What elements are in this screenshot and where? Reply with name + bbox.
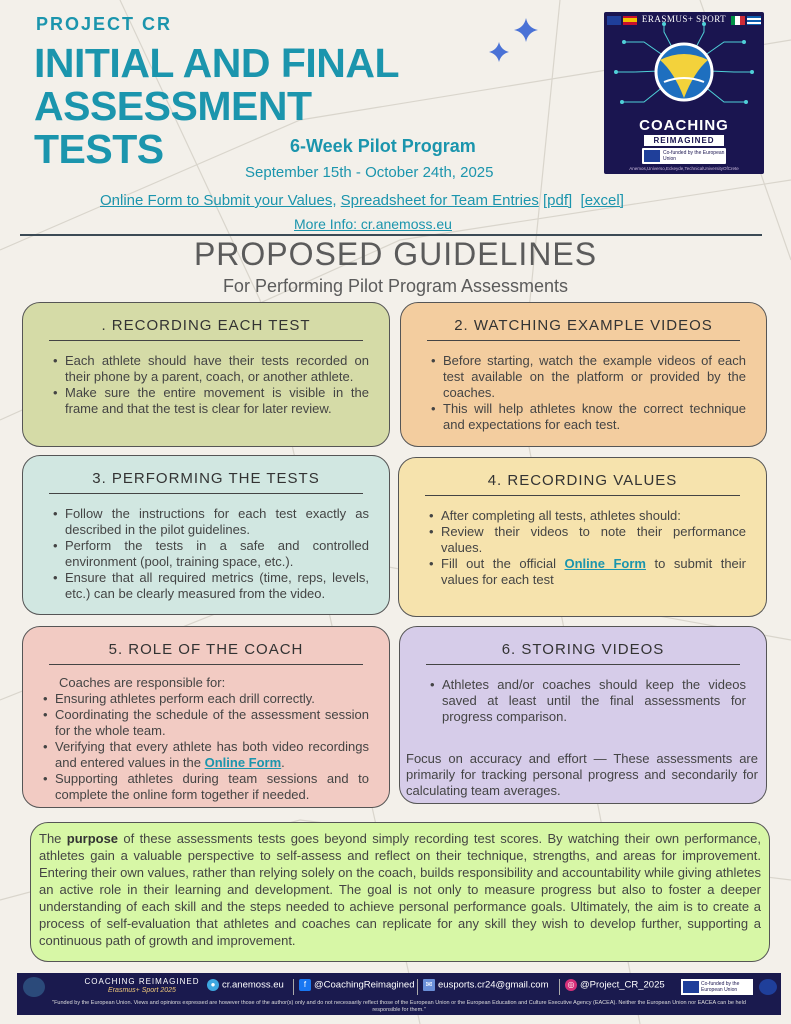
eu-stars-icon	[759, 979, 777, 995]
list-item	[429, 556, 746, 588]
sparkle-icon	[480, 14, 550, 74]
footer	[17, 973, 781, 1015]
logo-erasmus-label: ERASMUS+ SPORT	[641, 14, 727, 24]
excel-link[interactable]: [excel]	[580, 192, 624, 209]
project-label: PROJECT CR	[36, 14, 173, 34]
footer-separator	[417, 979, 418, 995]
section-intro: Coaches are responsible for:	[59, 675, 226, 690]
resource-links	[100, 192, 624, 209]
online-form-inline-link[interactable]: Online Form	[204, 755, 282, 770]
main-title-line-1: INITIAL AND FINAL	[34, 40, 400, 86]
purpose-text: of these assessments tests goes beyond simply recording test scores. By watching their own performance, athletes gain a valuable perspective to self-assess and reflect on their technique, strengths, and areas for improvement. Entering their own values, rather than relying solely on the coach, builds responsibility and accountability while giving athletes an active role in their learning and development. The goal is not only to measure progress but also to foster a deeper understanding of each skill and the steps needed to achieve personal performance goals. Ultimately, the aim is to create a process of self-evaluation that athletes and coaches can replicate for any skill they wish to develop further, supporting a continuous path of growth and improvement.	[39, 831, 761, 948]
section-storing-videos	[399, 626, 767, 804]
list-item: • Supporting athletes during team sessions and to complete the online form together if needed.	[43, 771, 369, 803]
footer-website-text: cr.anemoss.eu	[222, 979, 284, 991]
online-form-inline-link[interactable]: Online Form	[564, 556, 646, 571]
logo-eu-text: Co-funded by the European Union	[663, 150, 725, 162]
list-item: • Athletes and/or coaches should keep the videos saved at least until the final assessments for progress comparison.	[430, 677, 746, 725]
focus-note: Focus on accuracy and effort — These assessments are primarily for tracking personal progress and secondarily for calculating team averages.	[406, 751, 758, 798]
purpose-bold: purpose	[66, 831, 119, 846]
list-item: • Ensure that all required metrics (time, reps, levels, etc.) can be clearly measured from the video.	[53, 570, 369, 602]
main-title-line-3: TESTS	[34, 126, 164, 172]
section-list	[419, 508, 746, 588]
list-item: • Each athlete should have their tests recorded on their phone by a parent, coach, or another athlete.	[53, 353, 369, 385]
list-item: • Coordinating the schedule of the assessment session for the whole team.	[43, 707, 369, 739]
section-watching-example-videos	[400, 302, 767, 447]
footer-eu-text: Co-funded by the European Union	[701, 981, 740, 993]
logo-reimagined-label: REIMAGINED	[644, 135, 724, 146]
main-title-line-2: ASSESSMENT	[34, 83, 312, 129]
section-title: . RECORDING EACH TEST	[49, 317, 363, 341]
footer-instagram[interactable]	[565, 979, 665, 991]
globe-icon: ●	[207, 979, 219, 991]
facebook-icon: f	[299, 979, 311, 991]
section-title: 2. WATCHING EXAMPLE VIDEOS	[427, 317, 740, 341]
list-item: • After completing all tests, athletes should:	[429, 508, 746, 524]
footer-facebook-text: @CoachingReimagined	[314, 979, 415, 991]
program-subtitle: 6-Week Pilot Program	[290, 136, 476, 156]
list-item	[43, 739, 369, 771]
footer-eu-badge	[681, 979, 753, 995]
coaching-reimagined-logo	[604, 12, 764, 174]
footer-separator	[293, 979, 294, 995]
logo-eu-badge	[642, 148, 726, 164]
section-title: 5. ROLE OF THE COACH	[49, 641, 363, 665]
section-list	[421, 353, 746, 433]
footer-row	[17, 975, 781, 999]
list-item: • Make sure the entire movement is visible in the frame and that the test is clear for later review.	[53, 385, 369, 417]
footer-separator	[559, 979, 560, 995]
list-item: • This will help athletes know the correct technique and expectations for each test.	[431, 401, 746, 433]
online-form-link[interactable]: Online Form to Submit your Values,	[100, 192, 337, 209]
instagram-icon: ◎	[565, 979, 577, 991]
list-item: • Review their videos to note their performance values.	[429, 524, 746, 556]
mail-icon: ✉	[423, 979, 435, 991]
guidelines-subtitle: For Performing Pilot Program Assessments	[222, 276, 569, 296]
anemos-logo-icon	[23, 977, 45, 997]
list-item-text: Fill out the official	[441, 556, 565, 571]
logo-coaching-label: COACHING	[639, 117, 729, 134]
more-info-link[interactable]: More Info: cr.anemoss.eu	[294, 216, 452, 232]
guidelines-title: PROPOSED GUIDELINES	[193, 236, 598, 272]
footer-email-text: eusports.cr24@gmail.com	[438, 979, 549, 991]
footer-facebook[interactable]	[299, 979, 414, 991]
section-list	[43, 691, 369, 803]
purpose-pre: The	[39, 831, 67, 846]
footer-instagram-text: @Project_CR_2025	[580, 979, 665, 991]
section-performing-the-tests	[22, 455, 390, 615]
section-list	[420, 677, 746, 725]
section-title: 6. STORING VIDEOS	[426, 641, 740, 665]
section-recording-each-test	[22, 302, 390, 447]
footer-email[interactable]	[423, 979, 549, 991]
pdf-link[interactable]: [pdf]	[543, 192, 573, 209]
section-list	[43, 353, 369, 417]
eu-flag-icon	[644, 150, 660, 162]
footer-brand: COACHING REIMAGINED	[84, 977, 200, 986]
logo-partners: Anemos,Universo,Eckeyde,TechnicalUniversityOfCrete	[629, 166, 739, 171]
purpose-paragraph	[30, 822, 770, 962]
section-recording-values	[398, 457, 767, 617]
list-item-text: .	[281, 755, 285, 770]
footer-brand-sub: Erasmus+ Sport 2025	[108, 987, 176, 994]
list-item: • Ensuring athletes perform each drill correctly.	[43, 691, 369, 707]
list-item: • Follow the instructions for each test exactly as described in the pilot guidelines.	[53, 506, 369, 538]
spreadsheet-link[interactable]: Spreadsheet for Team Entries	[340, 192, 539, 209]
list-item-text: Verifying that every athlete has both video recordings and entered values in the	[55, 739, 369, 770]
eu-flag-icon	[683, 981, 699, 993]
section-role-of-the-coach	[22, 626, 390, 808]
list-item: • Before starting, watch the example videos of each test available on the platform or provided by the coaches.	[431, 353, 746, 401]
footer-website[interactable]	[207, 979, 284, 991]
section-title: 3. PERFORMING THE TESTS	[49, 470, 363, 494]
footer-disclaimer: "Funded by the European Union. Views and opinions expressed are however those of the author(s) only and do not necessarily reflect those of the European Union or the European Education and Culture Executive Agency (EACEA). Neither the European Union nor EACEA can be held responsible for them."	[52, 1000, 746, 1013]
list-item: • Perform the tests in a safe and controlled environment (pool, training space, etc.).	[53, 538, 369, 570]
program-dates: September 15th - October 24th, 2025	[245, 164, 494, 181]
section-title: 4. RECORDING VALUES	[425, 472, 740, 496]
list-item-text: to submit their values for each test	[441, 556, 746, 587]
section-list	[43, 506, 369, 602]
